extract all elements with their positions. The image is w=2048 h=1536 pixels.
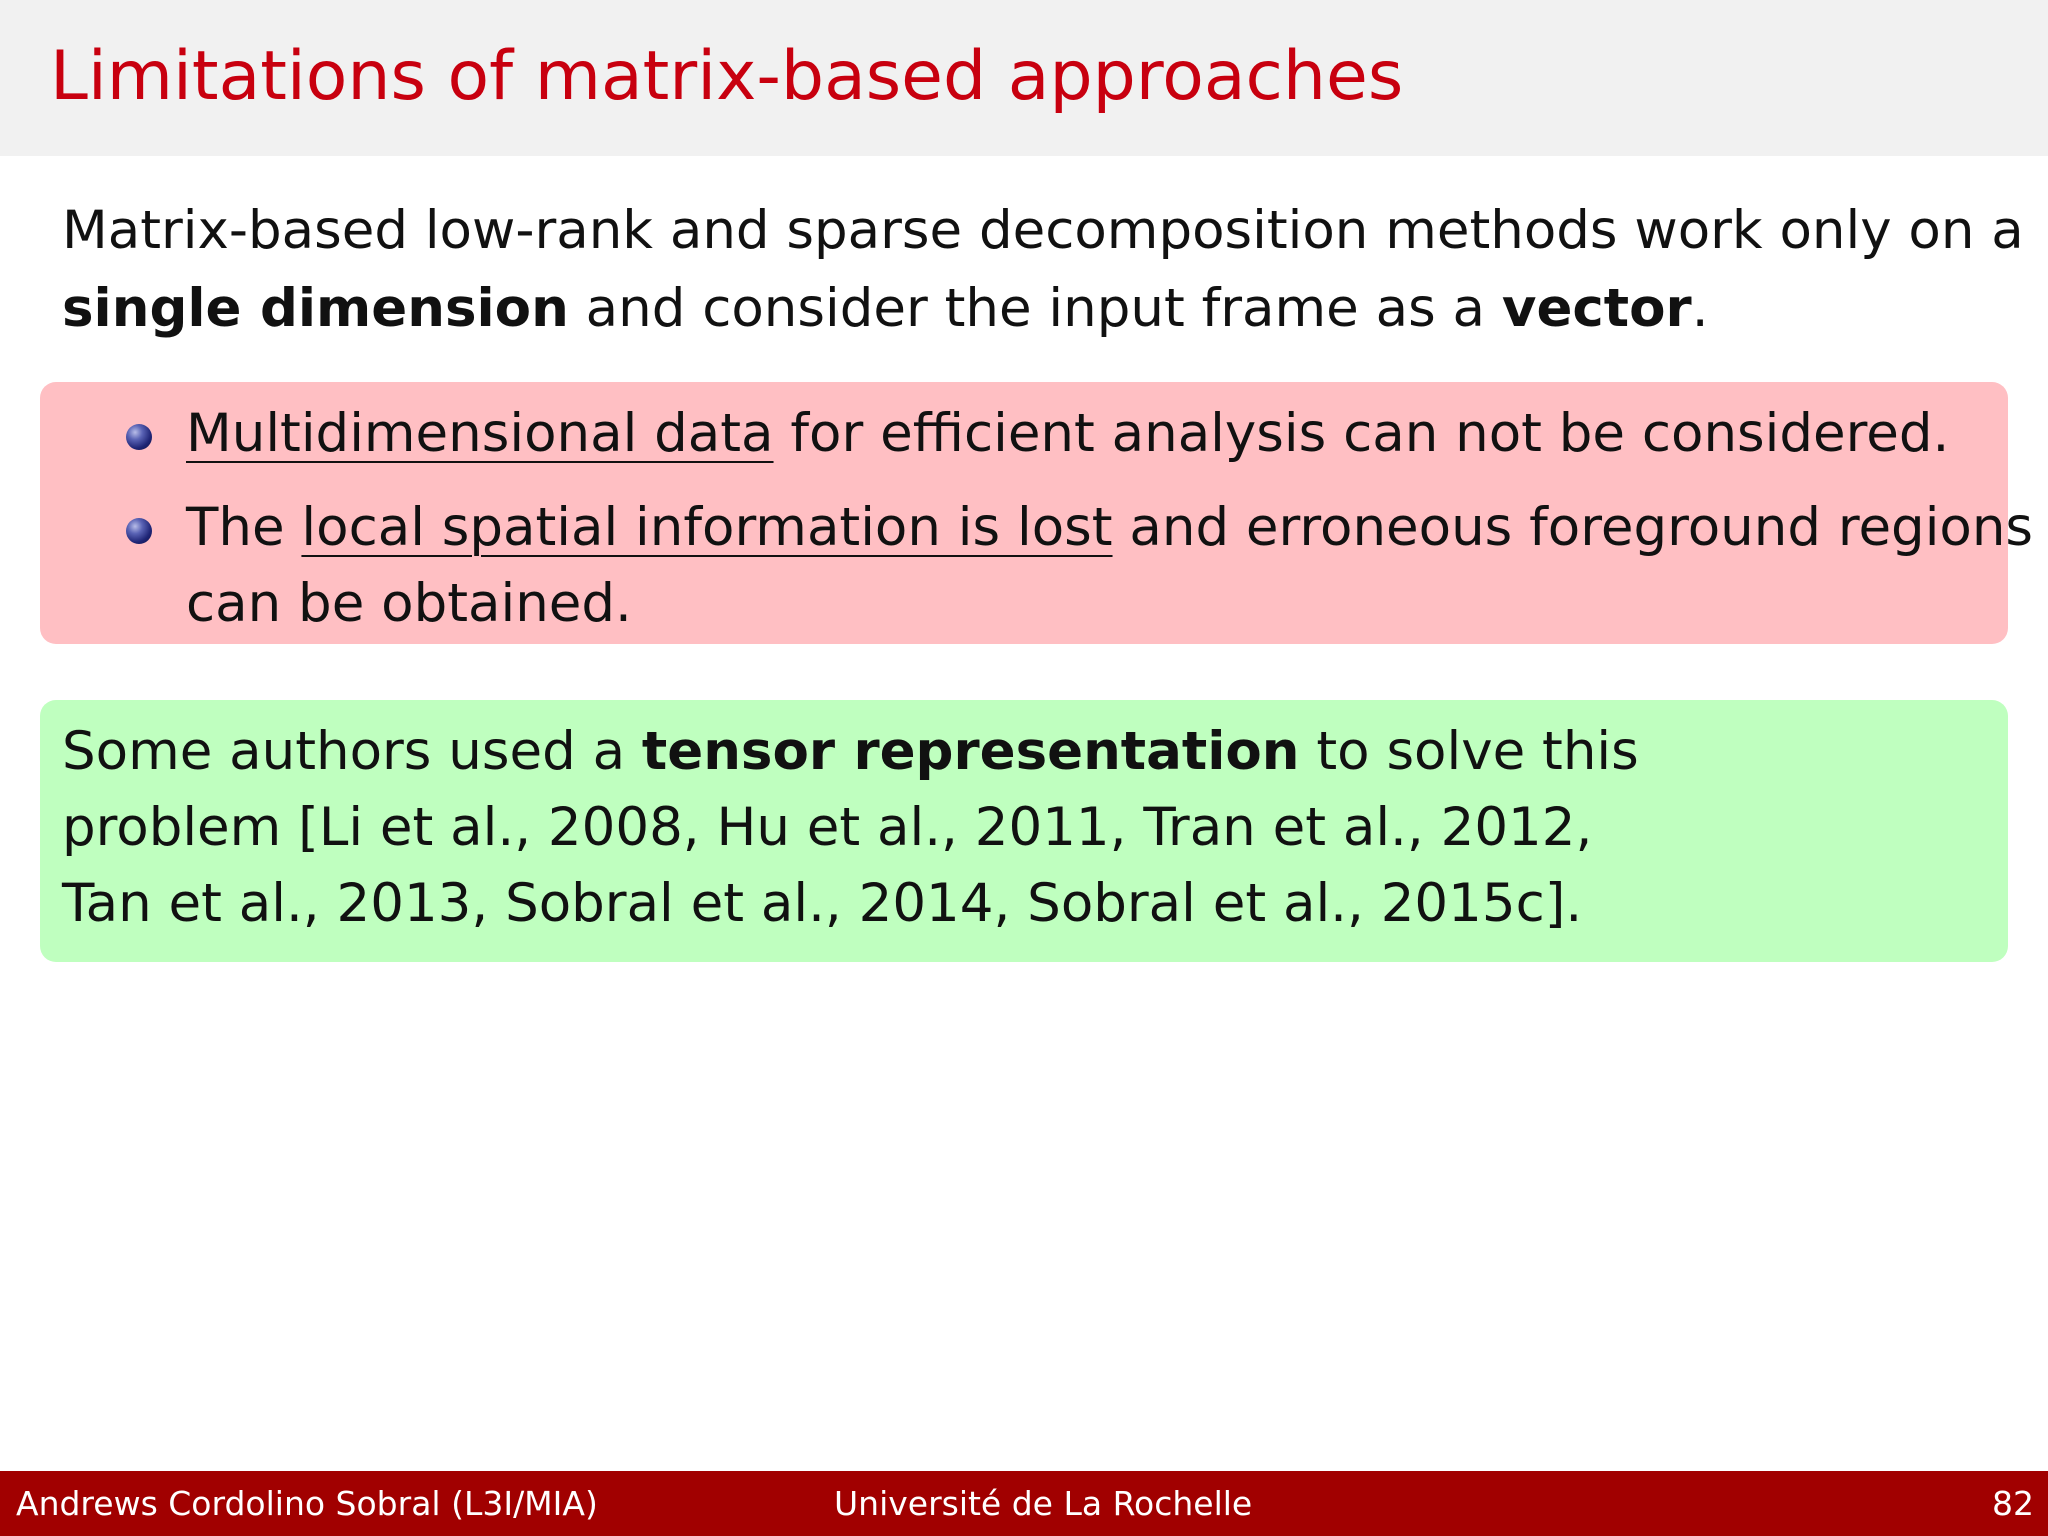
title-bar xyxy=(0,0,2048,156)
intro-bold-vector: vector xyxy=(1501,278,1692,339)
solution-paragraph xyxy=(62,714,1662,942)
intro-end: . xyxy=(1691,278,1709,339)
list-item xyxy=(186,396,1949,472)
slide-title: Limitations of matrix-based approaches xyxy=(50,37,1404,116)
footer-author: Andrews Cordolino Sobral (L3I/MIA) xyxy=(16,1484,598,1523)
solution-line3: Tan et al., 2013, Sobral et al., 2014, Sobral et al., 2015c]. xyxy=(62,873,1583,934)
bold-tensor-representation: tensor representation xyxy=(641,721,1300,782)
bullet2-start: The xyxy=(186,497,302,558)
intro-mid-text: and consider the input frame as a xyxy=(568,278,1502,339)
solution-line1-start: Some authors used a xyxy=(62,721,642,782)
list-item xyxy=(186,490,2033,642)
footer-institution: Université de La Rochelle xyxy=(834,1484,1253,1523)
solution-line1-end: to solve this xyxy=(1299,721,1639,782)
intro-paragraph xyxy=(62,192,2024,348)
bullet2-rest: and erroneous foreground regions xyxy=(1112,497,2034,558)
solution-line1 xyxy=(62,714,1662,790)
underlined-spatial-info-lost: local spatial information is lost xyxy=(301,497,1113,558)
solution-line2: problem [Li et al., 2008, Hu et al., 2011, Tran et al., 2012, xyxy=(62,797,1593,858)
bullet2-continuation: can be obtained. xyxy=(186,573,632,634)
bullet-sphere-icon xyxy=(126,518,152,544)
limitations-box xyxy=(40,382,2034,644)
underlined-multidimensional-data: Multidimensional data xyxy=(186,403,774,464)
page-number: 82 xyxy=(1992,1484,2034,1523)
solution-box xyxy=(40,700,2008,962)
footer-bar xyxy=(0,1471,2048,1536)
bullet1-rest: for efficient analysis can not be considered. xyxy=(773,403,1950,464)
intro-line1: Matrix-based low-rank and sparse decomposition methods work only on a xyxy=(62,200,2024,261)
bullet-sphere-icon xyxy=(126,424,152,450)
intro-bold-single-dimension: single dimension xyxy=(62,278,569,339)
